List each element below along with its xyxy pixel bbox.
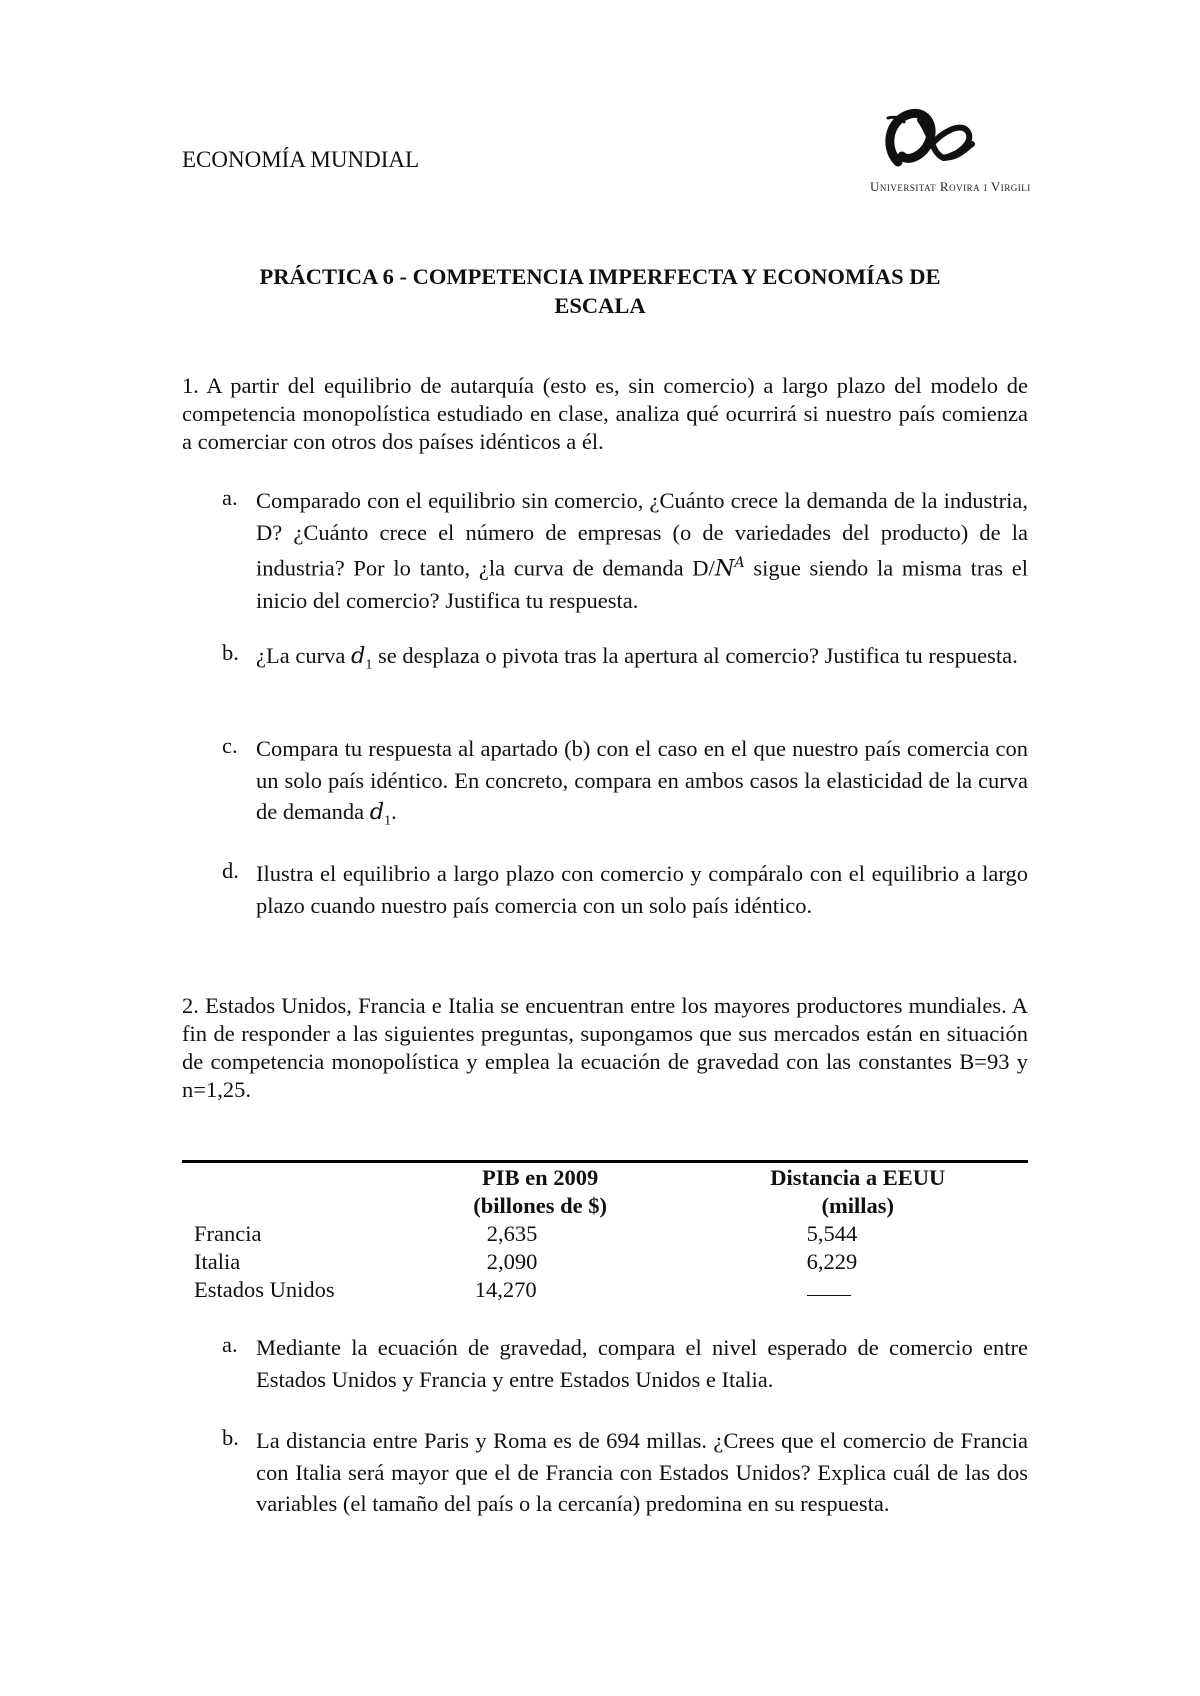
item-letter: d. xyxy=(222,858,239,883)
distance-cell: 6,229 xyxy=(806,1249,858,1274)
gdp-distance-table xyxy=(182,1160,1028,1303)
item-letter: b. xyxy=(222,640,239,665)
table-header-distance-unit: (millas) xyxy=(821,1193,895,1218)
item-letter: a. xyxy=(222,1332,238,1357)
university-name: Universitat Rovira i Virgili xyxy=(870,179,1031,194)
question-2-intro: 2. Estados Unidos, Francia e Italia se encuentran entre los mayores productores mundiales. A fin de responder a las siguientes preguntas, supongamos que sus mercados están en situación de competencia monopolística y emplea la ecuación de gravedad con las constantes B=93 y n=1,25. xyxy=(182,993,1028,1102)
practice-title-line-1: PRÁCTICA 6 - COMPETENCIA IMPERFECTA Y ECONOMÍAS DE xyxy=(259,264,941,289)
table-header-distance: Distancia a EEUU xyxy=(770,1165,946,1190)
item-text: Compara tu respuesta al apartado (b) con el caso en el que nuestro país comercia con un solo país idéntico. En concreto, compara en ambos casos la elasticidad de la curva de demanda $d_1$. xyxy=(256,736,1028,829)
practice-title xyxy=(200,262,1000,320)
math-symbol: d xyxy=(350,643,366,669)
item-text: ¿La curva $d_1$ se desplaza o pivota tras la apertura al comercio? Justifica tu respuesta. xyxy=(256,643,1018,673)
item-letter: a. xyxy=(222,485,238,510)
item-text: Ilustra el equilibrio a largo plazo con comercio y compáralo con el equilibrio a largo plazo cuando nuestro país comercia con un solo país idéntico. xyxy=(256,861,1028,918)
table-header-gdp: PIB en 2009 xyxy=(482,1165,599,1190)
gdp-cell: 2,090 xyxy=(486,1249,538,1274)
math-subscript: 1 xyxy=(384,813,392,829)
country-cell: Francia xyxy=(194,1221,262,1246)
item-text: La distancia entre Paris y Roma es de 694 millas. ¿Crees que el comercio de Francia con Italia será mayor que el de Francia con Estados Unidos? Explica cuál de las dos variables (el tamaño del país o la cercanía) predomina en su respuesta. xyxy=(256,1428,1028,1516)
table-row xyxy=(182,1247,1028,1275)
gdp-cell: 2,635 xyxy=(486,1221,538,1246)
math-subscript: 1 xyxy=(365,657,373,673)
distance-cell-blank xyxy=(688,1275,1028,1303)
table-header-row-units xyxy=(182,1191,1028,1219)
table-row xyxy=(182,1219,1028,1247)
table-row xyxy=(182,1275,1028,1303)
table-header-gdp-unit: (billones de $) xyxy=(473,1193,608,1218)
item-letter: c. xyxy=(222,733,238,758)
math-symbol: d xyxy=(369,799,385,825)
math-symbol: N xyxy=(714,555,735,582)
table-header-row xyxy=(182,1162,1028,1192)
question-1-intro: 1. A partir del equilibrio de autarquía (esto es, sin comercio) a largo plazo del modelo de competencia monopolística estudiado en clase, analiza qué ocurrirá si nuestro país comienza a comerciar con otros dos países idénticos a él. xyxy=(182,373,1028,454)
math-superscript: A xyxy=(734,555,745,571)
country-cell: Italia xyxy=(194,1249,241,1274)
practice-title-line-2: ESCALA xyxy=(554,293,646,318)
distance-cell: 5,544 xyxy=(806,1221,858,1246)
item-text: Mediante la ecuación de gravedad, compara el nivel esperado de comercio entre Estados Unidos y Francia y entre Estados Unidos e Italia. xyxy=(256,1335,1028,1392)
table-header-country xyxy=(182,1162,393,1192)
gdp-cell: 14,270 xyxy=(474,1277,537,1302)
blank-dash xyxy=(807,1275,851,1296)
country-cell: Estados Unidos xyxy=(194,1277,335,1302)
item-text: Comparado con el equilibrio sin comercio, ¿Cuánto crece la demanda de la industria, D? ¿Cuánto crece el número de empresas (o de variedades del producto) de la industria? Por lo tanto, ¿la curva de demanda $D/N^A$ sigue siendo la misma tras el inicio del comercio? Justifica tu respuesta. xyxy=(256,488,1028,613)
course-title: ECONOMÍA MUNDIAL xyxy=(182,147,420,172)
item-letter: b. xyxy=(222,1425,239,1450)
table-header-country-unit xyxy=(182,1191,393,1219)
